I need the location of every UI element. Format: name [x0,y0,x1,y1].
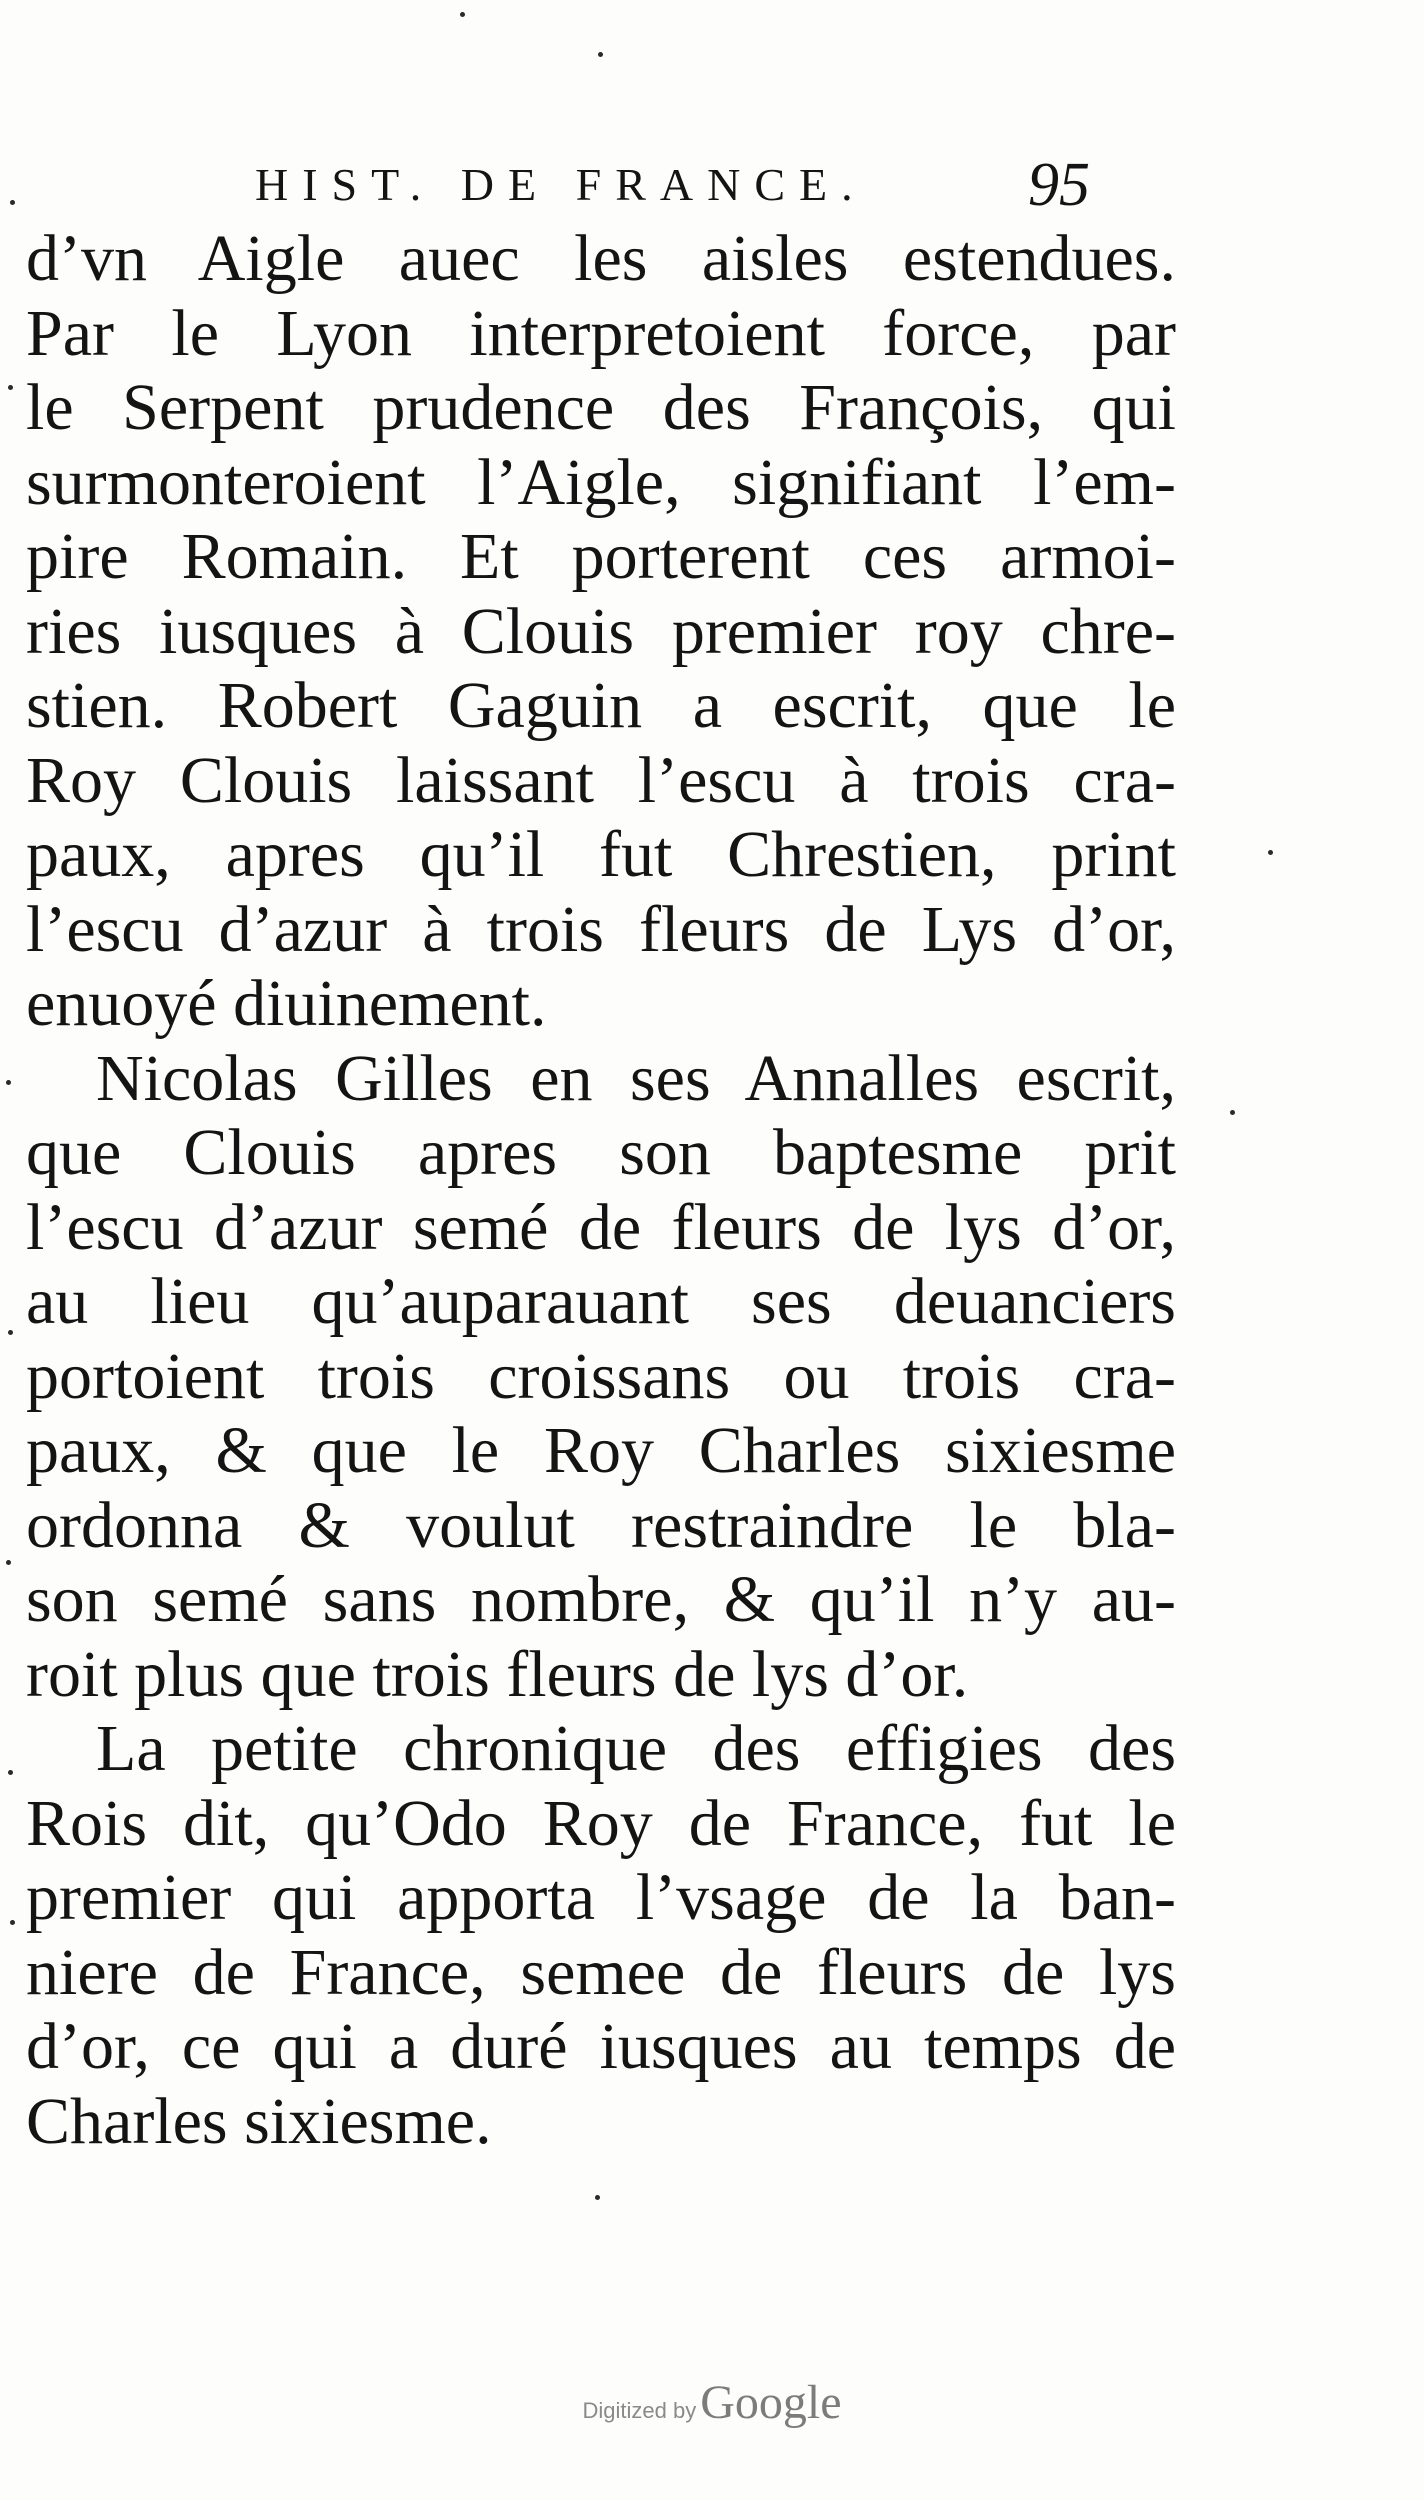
text-line: ries iusques à Clouis premier roy chre- [26,594,1176,668]
body-text [26,222,1176,2159]
text-line: le Serpent prudence des François, qui [26,371,1176,444]
text-line: paux, apres qu’il fut Chrestien, print [26,818,1176,891]
text-line: roit plus que trois fleurs de lys d’or. [26,1637,969,1711]
ink-speck [10,1920,15,1925]
page-number: 95 [1028,151,1090,219]
ink-speck [1230,1110,1235,1115]
text-line: que Clouis apres son baptesme prit [26,1116,1176,1189]
ink-speck [10,200,15,205]
ink-speck [8,1770,13,1775]
text-line: paux, & que le Roy Charles sixiesme [26,1414,1176,1487]
text-line: Charles sixiesme. [26,2084,492,2158]
running-title: HIST. DE FRANCE. [255,159,867,210]
ink-speck [8,1330,13,1335]
text-line: stien. Robert Gaguin a escrit, que le [26,669,1176,742]
text-line: au lieu qu’auparauant ses deuanciers [26,1265,1176,1338]
text-line: Roy Clouis laissant l’escu à trois cra- [26,743,1176,817]
watermark-prefix: Digitized by [582,2398,697,2423]
text-line: ordonna & voulut restraindre le bla- [26,1488,1176,1562]
text-line: niere de France, semee de fleurs de lys [26,1935,1176,2009]
text-line: d’vn Aigle auec les aisles estendues. [26,222,1176,295]
text-line: premier qui apporta l’vsage de la ban- [26,1861,1176,1934]
text-line: enuoyé diuinement. [26,967,547,1040]
ink-speck [1268,850,1273,855]
text-line: surmonteroient l’Aigle, signifiant l’em- [26,445,1176,519]
ink-speck [598,52,603,57]
text-line: portoient trois croissans ou trois cra- [26,1339,1176,1413]
text-line: son semé sans nombre, & qu’il n’y au- [26,1563,1176,1636]
google-logo: Google [700,2376,842,2429]
text-line: La petite chronique des effigies des [96,1712,1176,1785]
paragraph-2 [26,1042,1176,1713]
ink-speck [595,2195,600,2200]
text-line: l’escu d’azur à trois fleurs de Lys d’or, [26,892,1176,966]
text-line: Rois dit, qu’Odo Roy de France, fut le [26,1786,1176,1860]
ink-speck [8,385,13,390]
text-line: d’or, ce qui a duré iusques au temps de [26,2010,1176,2083]
ink-speck [6,1080,11,1085]
text-line: Par le Lyon interpretoient force, par [26,296,1176,370]
ink-speck [460,12,465,17]
paragraph-3 [26,1712,1176,2159]
text-line: pire Romain. Et porterent ces armoi- [26,520,1176,593]
paragraph-1 [26,222,1176,1042]
digitized-watermark [0,2375,1424,2430]
running-head [0,150,1424,220]
ink-speck [6,1560,11,1565]
text-line: l’escu d’azur semé de fleurs de lys d’or, [26,1190,1176,1264]
text-line: Nicolas Gilles en ses Annalles escrit, [96,1041,1176,1115]
